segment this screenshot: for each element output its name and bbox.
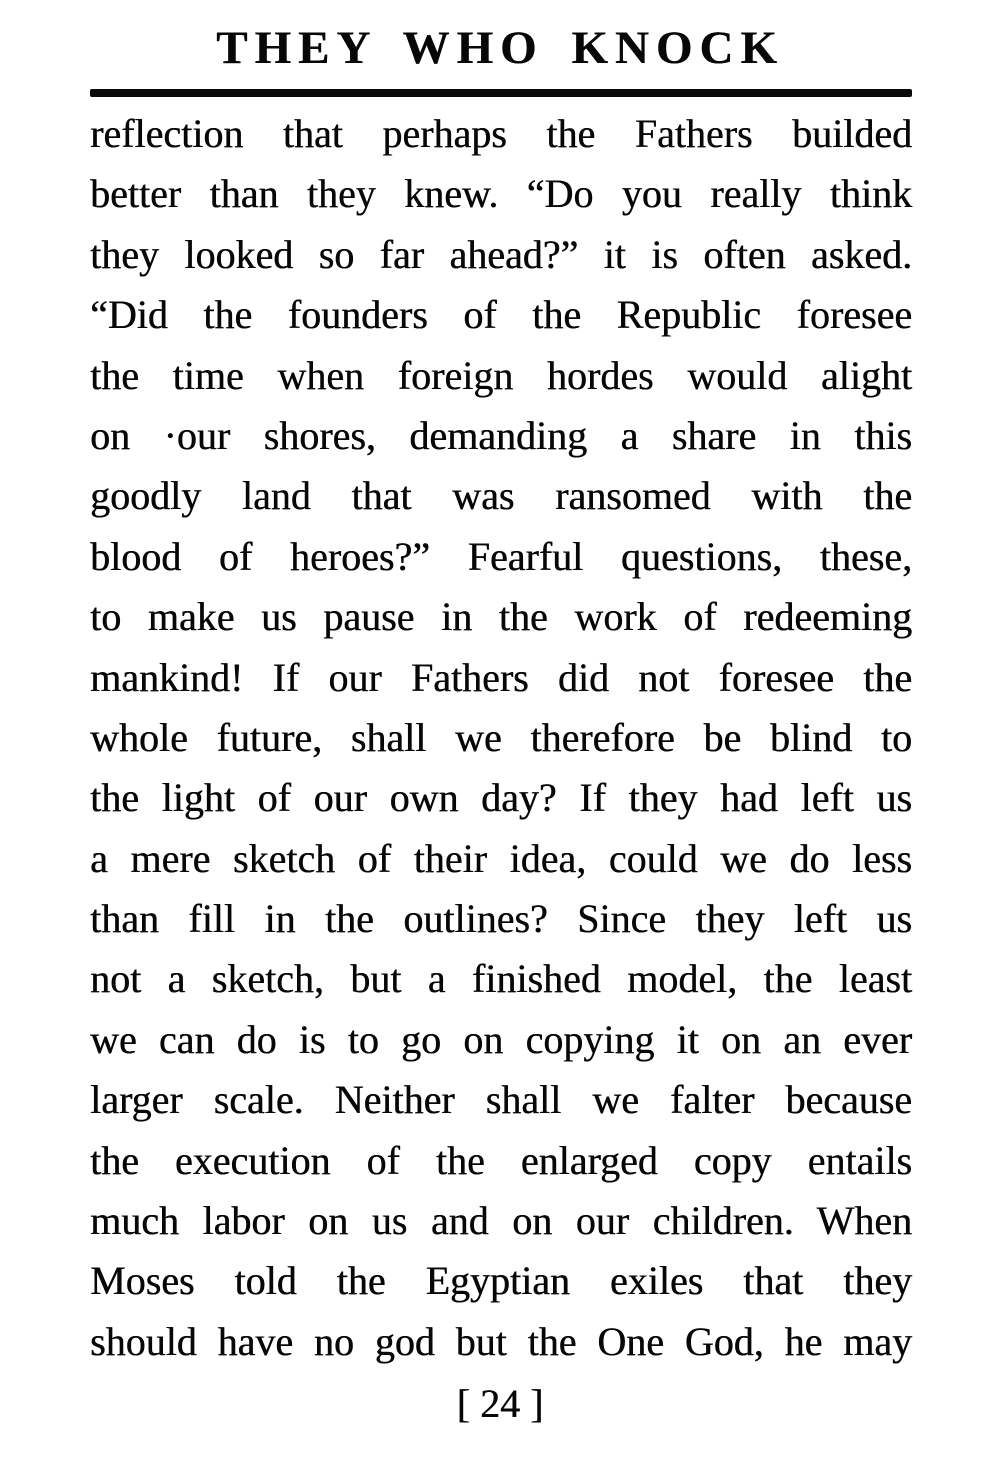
text-line: better than they knew. “Do you really think (90, 171, 912, 217)
text-line: on ·our shores, demanding a share in this (90, 412, 912, 458)
text-line: than fill in the outlines? Since they left us (90, 896, 912, 942)
text-line: larger scale. Neither shall we falter because (90, 1077, 912, 1123)
text-line: whole future, shall we therefore be blind to (90, 714, 912, 760)
text-line: the execution of the enlarged copy entails (90, 1137, 912, 1183)
text-line: “Did the founders of the Republic foresee (90, 292, 912, 338)
text-line: to make us pause in the work of redeeming (90, 594, 912, 640)
page-number: [ 24 ] (456, 1381, 544, 1426)
header-rule (90, 89, 912, 97)
text-line: blood of heroes?” Fearful questions, these, (90, 533, 912, 579)
running-head: THEY WHO KNOCK (216, 22, 784, 74)
text-line: we can do is to go on copying it on an ever (90, 1016, 912, 1062)
text-line: Moses told the Egyptian exiles that they (90, 1258, 912, 1304)
text-line: much labor on us and on our children. When (90, 1198, 912, 1244)
text-line: they looked so far ahead?” it is often asked. (90, 231, 912, 277)
page-body (90, 104, 912, 1372)
text-line: reflection that perhaps the Fathers builded (90, 111, 912, 156)
text-line: the light of our own day? If they had left us (90, 775, 912, 821)
text-line: should have no god but the One God, he may (90, 1318, 912, 1364)
text-line: the time when foreign hordes would alight (90, 352, 912, 398)
text-line: mankind! If our Fathers did not foresee the (90, 654, 912, 700)
text-line: goodly land that was ransomed with the (90, 473, 912, 519)
text-line: not a sketch, but a finished model, the least (90, 956, 912, 1002)
text-line: a mere sketch of their idea, could we do less (90, 835, 912, 881)
